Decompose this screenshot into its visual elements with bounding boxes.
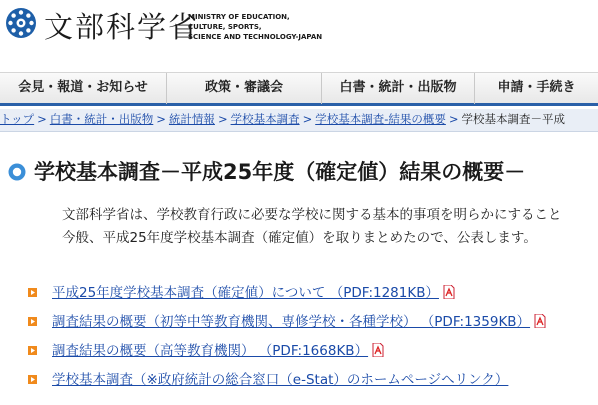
orange-arrow-icon [28,317,37,326]
page-title: 学校基本調査－平成25年度（確定値）結果の概要－ [34,160,526,184]
breadcrumb-link-statistics[interactable]: 統計情報 [168,112,215,126]
site-name-english [188,12,338,42]
pdf-icon [443,285,455,299]
link-overview-primary-pdf[interactable] [52,309,546,335]
link-survey-pdf[interactable] [52,280,455,306]
title-bullet-icon [8,163,26,181]
link-label: 平成25年度学校基本調査（確定値）について （PDF:1281KB） [52,285,439,301]
site-name-english-line: CULTURE, SPORTS, [188,23,262,31]
breadcrumb [0,109,598,132]
breadcrumb-separator: > [217,112,228,126]
link-label: 調査結果の概要（高等教育機関） （PDF:1668KB） [52,343,369,359]
document-link-list [28,280,598,396]
mext-logo-icon[interactable] [4,6,38,40]
list-item [28,367,598,396]
breadcrumb-link-school-survey[interactable]: 学校基本調査 [230,112,300,126]
nav-item-policy[interactable]: 政策・審議会 [167,73,322,104]
pdf-icon [534,314,546,328]
link-label: 調査結果の概要（初等中等教育機関、専修学校・各種学校） （PDF:1359KB） [52,314,531,330]
list-item [28,309,598,338]
site-header [0,0,598,72]
breadcrumb-separator: > [156,112,166,126]
orange-arrow-icon [28,288,37,297]
intro-text [62,204,598,250]
orange-arrow-icon [28,375,37,384]
intro-line: 今般、平成25年度学校基本調査（確定値）を取りまとめたので、公表します。 [62,230,537,246]
nav-item-publications[interactable]: 白書・統計・出版物 [322,73,475,104]
link-overview-higher-pdf[interactable] [52,338,384,364]
list-item [28,338,598,367]
breadcrumb-separator: > [37,112,47,126]
breadcrumb-link-results[interactable]: 学校基本調査-結果の概要 [315,112,446,126]
global-nav [0,72,598,106]
site-name[interactable]: 文部科学省 [44,10,200,44]
site-name-english-line: SCIENCE AND TECHNOLOGY-JAPAN [188,33,323,41]
nav-item-applications[interactable]: 申請・手続き [497,80,576,95]
breadcrumb-separator: > [302,112,313,126]
breadcrumb-link-top[interactable]: トップ [0,112,35,126]
intro-line: 文部科学省は、学校教育行政に必要な学校に関する基本的事項を明らかにすること [62,207,562,223]
list-item [28,280,598,309]
orange-arrow-icon [28,346,37,355]
site-name-english-line: MINISTRY OF EDUCATION, [188,13,290,21]
nav-item-press[interactable]: 会見・報道・お知らせ [0,73,167,104]
pdf-icon [372,343,384,357]
link-estat[interactable]: 学校基本調査（※政府統計の総合窓口（e-Stat）のホームページへリンク） [52,372,509,388]
breadcrumb-link-publications[interactable]: 白書・統計・出版物 [49,112,154,126]
breadcrumb-current: 学校基本調査－平成 [461,112,566,126]
breadcrumb-separator: > [448,112,459,126]
